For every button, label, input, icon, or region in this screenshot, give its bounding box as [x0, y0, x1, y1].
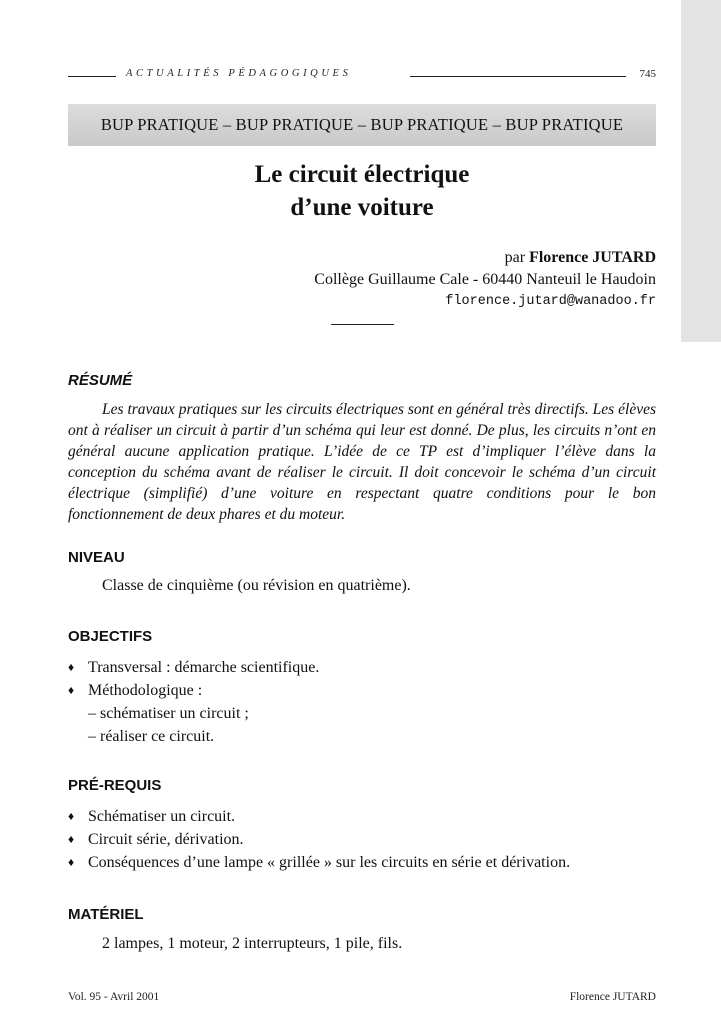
author-email: florence.jutard@wanadoo.fr [445, 294, 656, 309]
article-title [68, 158, 656, 224]
list-item [68, 679, 319, 702]
diamond-bullet-icon: ♦ [68, 855, 75, 869]
prerequis-heading: PRÉ-REQUIS [68, 777, 162, 794]
diamond-bullet-icon: ♦ [68, 832, 75, 846]
resume-text: Les travaux pratiques sur les circuits électriques sont en général très directifs. Les élèves ont à réaliser un circuit à partir d’un schéma qui leur est donné. De plus, les circuits n’ont en général aucune application pratique. L’idée de ce TP est d’impliquer l’élève dans la conception du schéma avant de réaliser le circuit. Il doit concevoir le schéma d’un circuit électrique (simplifié) d’une voiture en respectant quatre conditions pour le bon fonctionnement de deux phares et du moteur. [68, 401, 656, 523]
title-separator-rule [331, 324, 394, 325]
page-side-tab [681, 0, 721, 342]
list-item [68, 851, 570, 874]
sub-list-item-text: schématiser un circuit ; [100, 705, 249, 722]
footer-volume: Vol. 95 - Avril 2001 [68, 991, 160, 1003]
objectifs-heading: OBJECTIFS [68, 628, 153, 645]
niveau-heading: NIVEAU [68, 549, 125, 566]
author-prefix: par [504, 249, 526, 266]
article-title-line-1: Le circuit électrique [254, 161, 470, 188]
sub-list-item [68, 725, 319, 748]
running-head-rule-right [410, 76, 626, 77]
prerequis-list [68, 805, 570, 874]
dash-bullet: – [88, 728, 96, 745]
list-item-text: Transversal : démarche scientifique. [88, 659, 320, 676]
objectifs-list [68, 656, 319, 748]
author-block [68, 247, 656, 313]
sub-list-item [68, 702, 319, 725]
diamond-bullet-icon: ♦ [68, 809, 75, 823]
list-item [68, 656, 319, 679]
materiel-heading: MATÉRIEL [68, 906, 144, 923]
author-line [68, 247, 656, 269]
list-item [68, 828, 570, 851]
running-head-section: ACTUALITÉS PÉDAGOGIQUES [126, 68, 352, 79]
list-item [68, 805, 570, 828]
footer-author: Florence JUTARD [569, 991, 656, 1003]
list-item-text: Méthodologique : [88, 682, 203, 699]
list-item-text: Schématiser un circuit. [88, 808, 236, 825]
author-affiliation: Collège Guillaume Cale - 60440 Nanteuil le Haudoin [314, 271, 656, 288]
bup-pratique-banner: BUP PRATIQUE – BUP PRATIQUE – BUP PRATIQUE – BUP PRATIQUE [68, 104, 656, 146]
author-name: Florence JUTARD [529, 249, 656, 266]
sub-list-item-text: réaliser ce circuit. [100, 728, 215, 745]
materiel-text: 2 lampes, 1 moteur, 2 interrupteurs, 1 pile, fils. [102, 935, 403, 952]
list-item-text: Conséquences d’une lampe « grillée » sur les circuits en série et dérivation. [88, 854, 571, 871]
running-head-rule-left [68, 76, 116, 77]
resume-heading: RÉSUMÉ [68, 372, 133, 389]
running-head [68, 66, 656, 86]
article-title-line-2: d’une voiture [290, 194, 434, 221]
diamond-bullet-icon: ♦ [68, 660, 75, 674]
list-item-text: Circuit série, dérivation. [88, 831, 244, 848]
page-number: 745 [639, 68, 656, 80]
niveau-text: Classe de cinquième (ou révision en quatrième). [102, 577, 411, 594]
dash-bullet: – [88, 705, 96, 722]
diamond-bullet-icon: ♦ [68, 683, 75, 697]
